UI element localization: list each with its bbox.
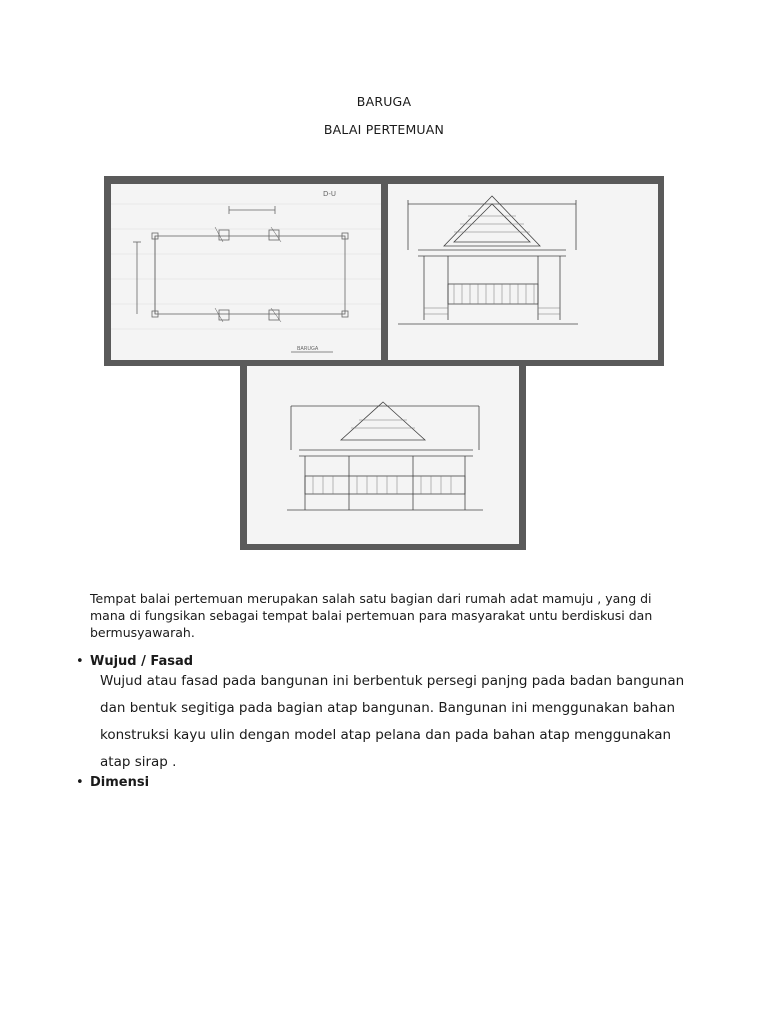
heading-text: Wujud / Fasad <box>90 654 194 669</box>
front-elevation-sketch <box>388 184 658 360</box>
heading-text: Dimensi <box>90 775 150 790</box>
intro-paragraph: Tempat balai pertemuan merupakan salah satu bagian dari rumah adat mamuju , yang di mana di fungsikan sebagai tempat balai pertemuan para masyarakat untu berdiskusi dan bermusyawarah. <box>90 591 653 640</box>
plan-label: BARUGA <box>297 346 319 352</box>
floor-plan-sketch <box>111 184 381 360</box>
side-elevation-sketch <box>247 366 519 544</box>
section-body-wujud: Wujud atau fasad pada bangunan ini berbentuk persegi panjng pada badan bangunan dan bentuk segitiga pada bagian atap bangunan. Bangunan ini menggunakan bahan konstruksi kayu ulin dengan model atap pelana dan pada bahan atap menggunakan atap sirap . <box>100 673 685 770</box>
document-subtitle: BALAI PERTEMUAN <box>323 122 445 137</box>
bullet-marker: • <box>76 775 84 790</box>
bullet-marker: • <box>76 654 84 669</box>
section-heading-wujud <box>76 654 193 669</box>
document-title: BARUGA <box>356 94 412 109</box>
section-heading-dimensi <box>76 775 149 790</box>
north-marker: D-U <box>323 190 337 198</box>
